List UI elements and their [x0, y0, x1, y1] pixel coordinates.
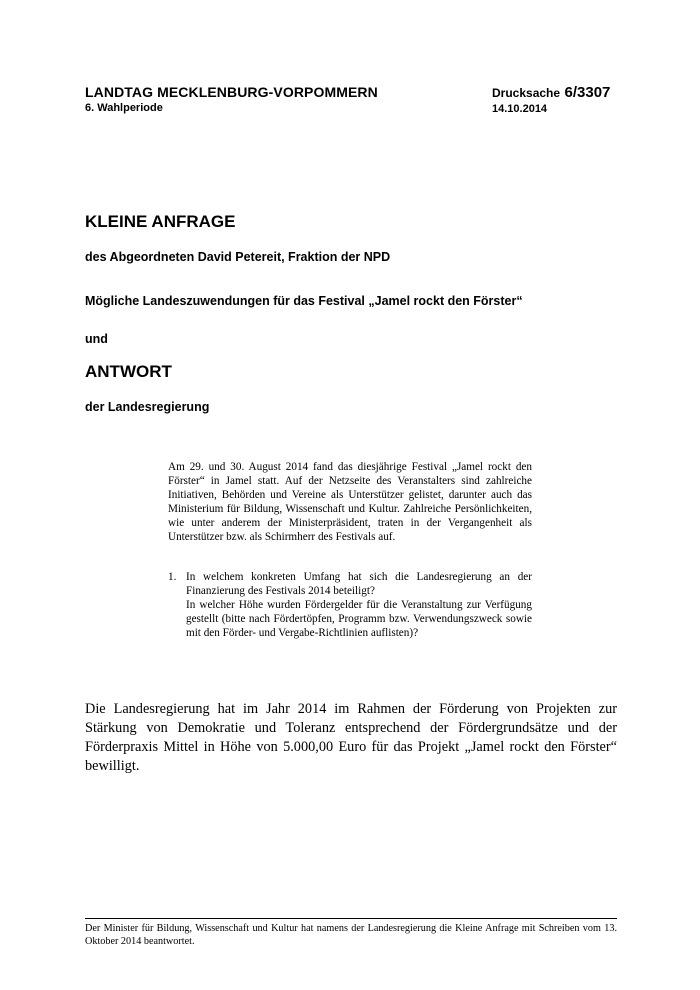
footnote-text: Der Minister für Bildung, Wissenschaft und Kultur hat namens der Landesregierung die Kleine Anfrage mit Schreiben vom 13. Oktober 2014 beantwortet. — [85, 923, 617, 947]
drucksache-label: Drucksache — [492, 86, 561, 100]
document-header — [85, 84, 378, 115]
inquiry-subject: Mögliche Landeszuwendungen für das Festival „Jamel rockt den Förster“ — [85, 294, 523, 308]
question-text — [186, 570, 532, 640]
answer-paragraph: Die Landesregierung hat im Jahr 2014 im Rahmen der Förderung von Projekten zur Stärkung von Demokratie und Toleranz entsprechend der Fördergrundsätze und der Förderpraxis Mittel in Höhe von 5.000,00 Euro für das Projekt „Jamel rockt den Förster“ bewilligt. — [85, 701, 617, 774]
question-line-2: In welcher Höhe wurden Fördergelder für die Veranstaltung zur Verfügung gestellt (bitte nach Fördertöpfen, Programm bzw. Verwendungszweck sowie mit den Förder- und Vergabe-Richtlinien auflisten)? — [186, 599, 532, 639]
answer-by: der Landesregierung — [85, 400, 210, 414]
question-line-1: In welchem konkreten Umfang hat sich die Landesregierung an der Finanzierung des Festivals 2014 beteiligt? — [186, 571, 532, 597]
parliament-name: LANDTAG MECKLENBURG-VORPOMMERN — [85, 84, 378, 100]
question-item — [168, 570, 532, 640]
footnote-divider — [85, 918, 617, 919]
inquiry-type-heading: KLEINE ANFRAGE — [85, 212, 236, 231]
question-number: 1. — [168, 571, 177, 583]
electoral-period: 6. Wahlperiode — [85, 102, 163, 114]
inquiry-author: des Abgeordneten David Petereit, Fraktion der NPD — [85, 250, 391, 264]
answer-heading: ANTWORT — [85, 362, 172, 381]
intro-paragraph: Am 29. und 30. August 2014 fand das diesjährige Festival „Jamel rockt den Förster“ in Jamel statt. Auf der Netzseite des Veranstalters sind zahlreiche Initiativen, Behörden und Vereine als Unterstützer gelistet, darunter auch das Ministerium für Bildung, Wissenschaft und Kultur. Zahlreiche Persönlichkeiten, wie unter anderem der Ministerpräsident, traten in der Vergangenheit als Unterstützer bzw. als Schirmherr des Festivals auf. — [168, 461, 532, 543]
drucksache-block — [492, 84, 610, 116]
connector-text: und — [85, 332, 108, 346]
drucksache-number: 6/3307 — [564, 84, 611, 101]
document-date: 14.10.2014 — [492, 103, 548, 115]
